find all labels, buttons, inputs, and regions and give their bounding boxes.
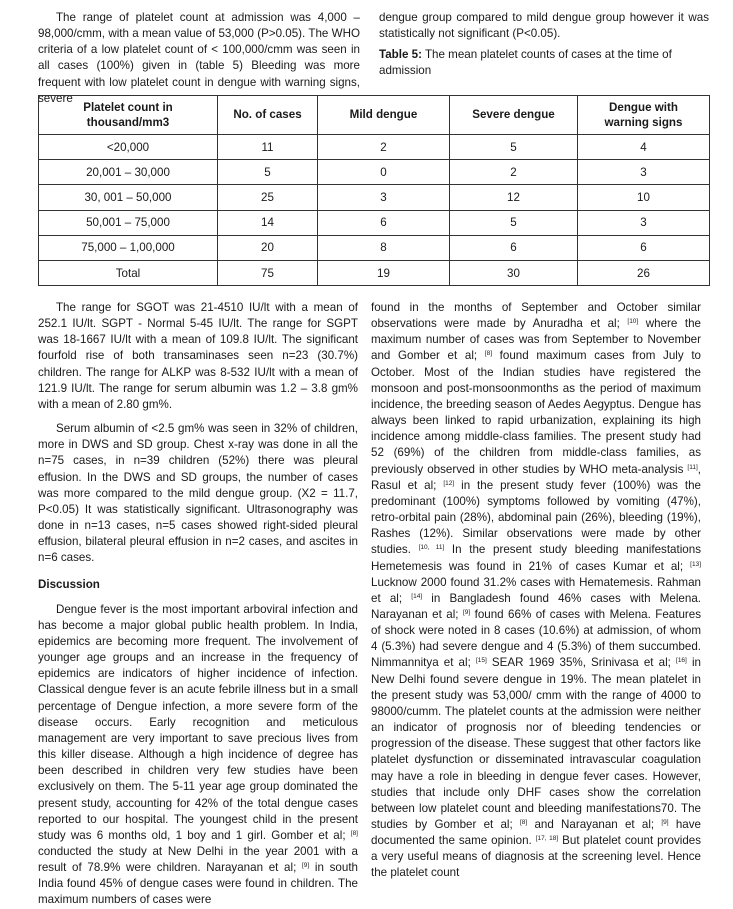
- table-cell: 3: [578, 210, 710, 235]
- top-left-paragraph: [38, 10, 360, 107]
- text-run: Lucknow 2000 found 31.2% cases with Hematemesis. Rahman et al;: [371, 575, 701, 605]
- table-cell: 8: [318, 235, 450, 260]
- text-run: But platelet count provides a very useful means of diagnosis at the screening level. Hence the platelet count: [371, 834, 702, 880]
- table-header-cell: Severe dengue: [450, 96, 578, 135]
- text-run: conducted the study at New Delhi in the year 2001 with a result of 78.9% were children. Narayanan et al;: [38, 845, 358, 875]
- table-cell: 10: [578, 185, 710, 210]
- table-cell: 50,001 – 75,000: [39, 210, 218, 235]
- text-run: SEAR 1969 35%, Srinivasa et al;: [486, 656, 677, 670]
- table-cell: 6: [450, 235, 578, 260]
- paragraph: The range of platelet count at admission was 4,000 – 98,000/cmm, with a mean value of 53,000 (P>0.05). The WHO criteria of a low platelet count of < 100,000/cmm was seen in all cases (100%) given in (table 5) Bleeding was more frequent with low platelet count in dengue with warning signs, severe: [38, 11, 360, 105]
- citation: [9]: [462, 608, 471, 616]
- table-row: [39, 160, 710, 185]
- table-cell: 2: [450, 160, 578, 185]
- table-cell: <20,000: [39, 135, 218, 160]
- table-cell: 25: [218, 185, 318, 210]
- top-right-paragraph: [379, 10, 709, 42]
- paragraph: dengue group compared to mild dengue group however it was statistically not significant (P<0.05).: [379, 11, 709, 41]
- table-cell: 14: [218, 210, 318, 235]
- text-run: in New Delhi found severe dengue in 19%. The mean platelet in the present study was 53,000/ cmm with the range of 4000 to 98000/cumm. The platelet counts at the admission were neither an indicator of prognosis nor of bleeding tendencies or progression of the disease. These suggest that other factors like platelet dysfunction or disseminated intravascular coagulation may have a role in bleeding in dengue fever cases. However, studies that include only DHF cases show the correlation between low platelet count and bleeding manifestations70. The studies by Gomber et al;: [371, 656, 702, 831]
- text-run: in Bangladesh found 46% cases with Melena. Narayanan et al;: [371, 591, 702, 621]
- table-cell: 6: [318, 210, 450, 235]
- paragraph-continued: [371, 300, 701, 882]
- table-cell: 12: [450, 185, 578, 210]
- table-cell: 75,000 – 1,00,000: [39, 235, 218, 260]
- table-header-cell: No. of cases: [218, 96, 318, 135]
- table-header-cell: Platelet count in thousand/mm3: [39, 96, 218, 135]
- table-cell: 5: [450, 135, 578, 160]
- citation: [9]: [661, 819, 669, 826]
- citation: [8]: [484, 350, 493, 358]
- table-cell: 2: [318, 135, 450, 160]
- table-cell: 20,001 – 30,000: [39, 160, 218, 185]
- table-header-cell: Mild dengue: [318, 96, 450, 135]
- table-cell: 3: [578, 160, 710, 185]
- text-run: found in the months of September and October similar observations were made by Anuradha et al;: [371, 301, 701, 331]
- table-cell: 0: [318, 160, 450, 185]
- table-cell: 75: [218, 260, 318, 285]
- table-cell: 30: [450, 260, 578, 285]
- paragraph-sgot: The range for SGOT was 21-4510 IU/lt with a mean of 252.1 IU/lt. SGPT - Normal 5-45 IU/lt. The range for SGPT was 18-1667 IU/lt with a mean of 109.8 IU/lt. The significant fourfold rise of both transaminases seen n=23 (30.7%) children. The range for ALKP was 8-532 IU/lt with a mean of 121.9 IU/lt. The range for serum albumin was 1.2 – 3.8 gm% with a mean of 2.80 gm%.: [38, 301, 358, 411]
- text-run: where the maximum number of cases was from September to November and Gomber et al;: [371, 317, 701, 363]
- text-run: found maximum cases from July to October. Most of the Indian studies have registered the monsoon and post-monsoonmonths as the period of maximum incidence, the breeding season of Aedes Aegyptus. Dengue has always been linked to rapid urbanization, explaining its high incidence among middle-class families. The present study had 52 (69%) of the children from middle-class families, as previously observed in other studies by WHO meta-analysis: [371, 349, 701, 476]
- table-cell: 6: [578, 235, 710, 260]
- table-cell: 4: [578, 135, 710, 160]
- table-row-total: [39, 260, 710, 285]
- text-run: and Narayanan et al;: [527, 818, 662, 831]
- text-run: have documented the same opinion.: [371, 818, 701, 848]
- citation: [17, 18]: [535, 835, 559, 843]
- citation: [9]: [302, 862, 310, 870]
- table-cell: Total: [39, 260, 218, 285]
- table-row: [39, 210, 710, 235]
- table-row: [39, 185, 710, 210]
- table-caption-text: The mean platelet counts of cases at the time of admission: [379, 48, 672, 77]
- text-run: In the present study bleeding manifestations Hemetemesis was found in 21% of cases Kumar et al;: [371, 543, 701, 573]
- table-cell: 5: [450, 210, 578, 235]
- paragraph-discussion: [38, 602, 358, 909]
- platelet-table: [38, 95, 710, 286]
- table-caption-label: Table 5:: [379, 48, 422, 61]
- right-column: [371, 300, 701, 882]
- citation: [12]: [443, 479, 455, 487]
- citation: [10, 11]: [418, 544, 445, 552]
- text-run: Dengue fever is the most important arboviral infection and has become a major global public health problem. In India, epidemics are becoming more frequent. The involvement of younger age groups and an increase in the frequency of epidemics are indicators of higher incidence of infection. Classical dengue fever is an acute febrile illness but in a small percentage of Dengue infection, a more severe form of the disease occurs. Early recognition and meticulous management are very important to save precious lives from this killer disease. Although a high incidence of degree has been described in children very few studies have been exclusively on them. The 5-11 year age group dominated the present study, accounting for 42% of the total dengue cases reported to our hospital. The youngest child in the present study was 6 months old, 1 boy and 1 girl. Gomber et al;: [38, 602, 358, 842]
- citation: [14]: [411, 592, 423, 600]
- table-cell: 11: [218, 135, 318, 160]
- citation: [10]: [627, 318, 639, 326]
- paragraph-albumin: Serum albumin of <2.5 gm% was seen in 32% of children, more in DWS and SD group. Chest x-ray was done in all the n=75 cases, in n=39 children (52%) there was pleural effusion. In the DWS and SD groups, the number of cases was more compared to the mild dengue group. (X2 = 11.7, P<0.05) It was statistically significant. Ultrasonography was done in n=13 cases, n=5 cases showed right-sided pleural effusion, bilateral pleural effusion in n=2 cases, and ascites in n=6 cases.: [38, 422, 358, 565]
- table-row: [39, 235, 710, 260]
- section-heading-discussion: Discussion: [38, 577, 100, 591]
- citation: [11]: [687, 463, 698, 471]
- text-run: found 66% of cases with Melena. Features of shock were noted in 8 cases (10.6%) at admission, of whom 4 (5.3%) had severe dengue and 4 (5.3%) of them succumbed. Nimmannitya et al;: [371, 607, 701, 670]
- text-run: , Rasul et al;: [371, 462, 701, 492]
- table-cell: 5: [218, 160, 318, 185]
- table-row: [39, 135, 710, 160]
- text-run: in south India found 45% of dengue cases were found in children. The maximum numbers of cases were: [38, 861, 358, 907]
- table-cell: 30, 001 – 50,000: [39, 185, 218, 210]
- left-column: [38, 300, 358, 909]
- citation: [8]: [519, 819, 528, 826]
- table-cell: 26: [578, 260, 710, 285]
- citation: [16]: [676, 657, 687, 665]
- table-cell: 19: [318, 260, 450, 285]
- table-caption: [379, 47, 709, 79]
- citation: [8]: [350, 829, 358, 837]
- table-header-cell: Dengue with warning signs: [578, 96, 710, 135]
- citation: [13]: [690, 560, 701, 568]
- table-cell: 20: [218, 235, 318, 260]
- table-cell: 3: [318, 185, 450, 210]
- text-run: in the present study fever (100%) was the predominant (100%) symptoms followed by vomiting (47%), retro-orbital pain (28%), abdominal pain (26%), bleeding (19%), Rashes (12%). Similar observations were made by other studies.: [371, 478, 701, 557]
- citation: [15]: [475, 657, 487, 665]
- table-header-row: [39, 96, 710, 135]
